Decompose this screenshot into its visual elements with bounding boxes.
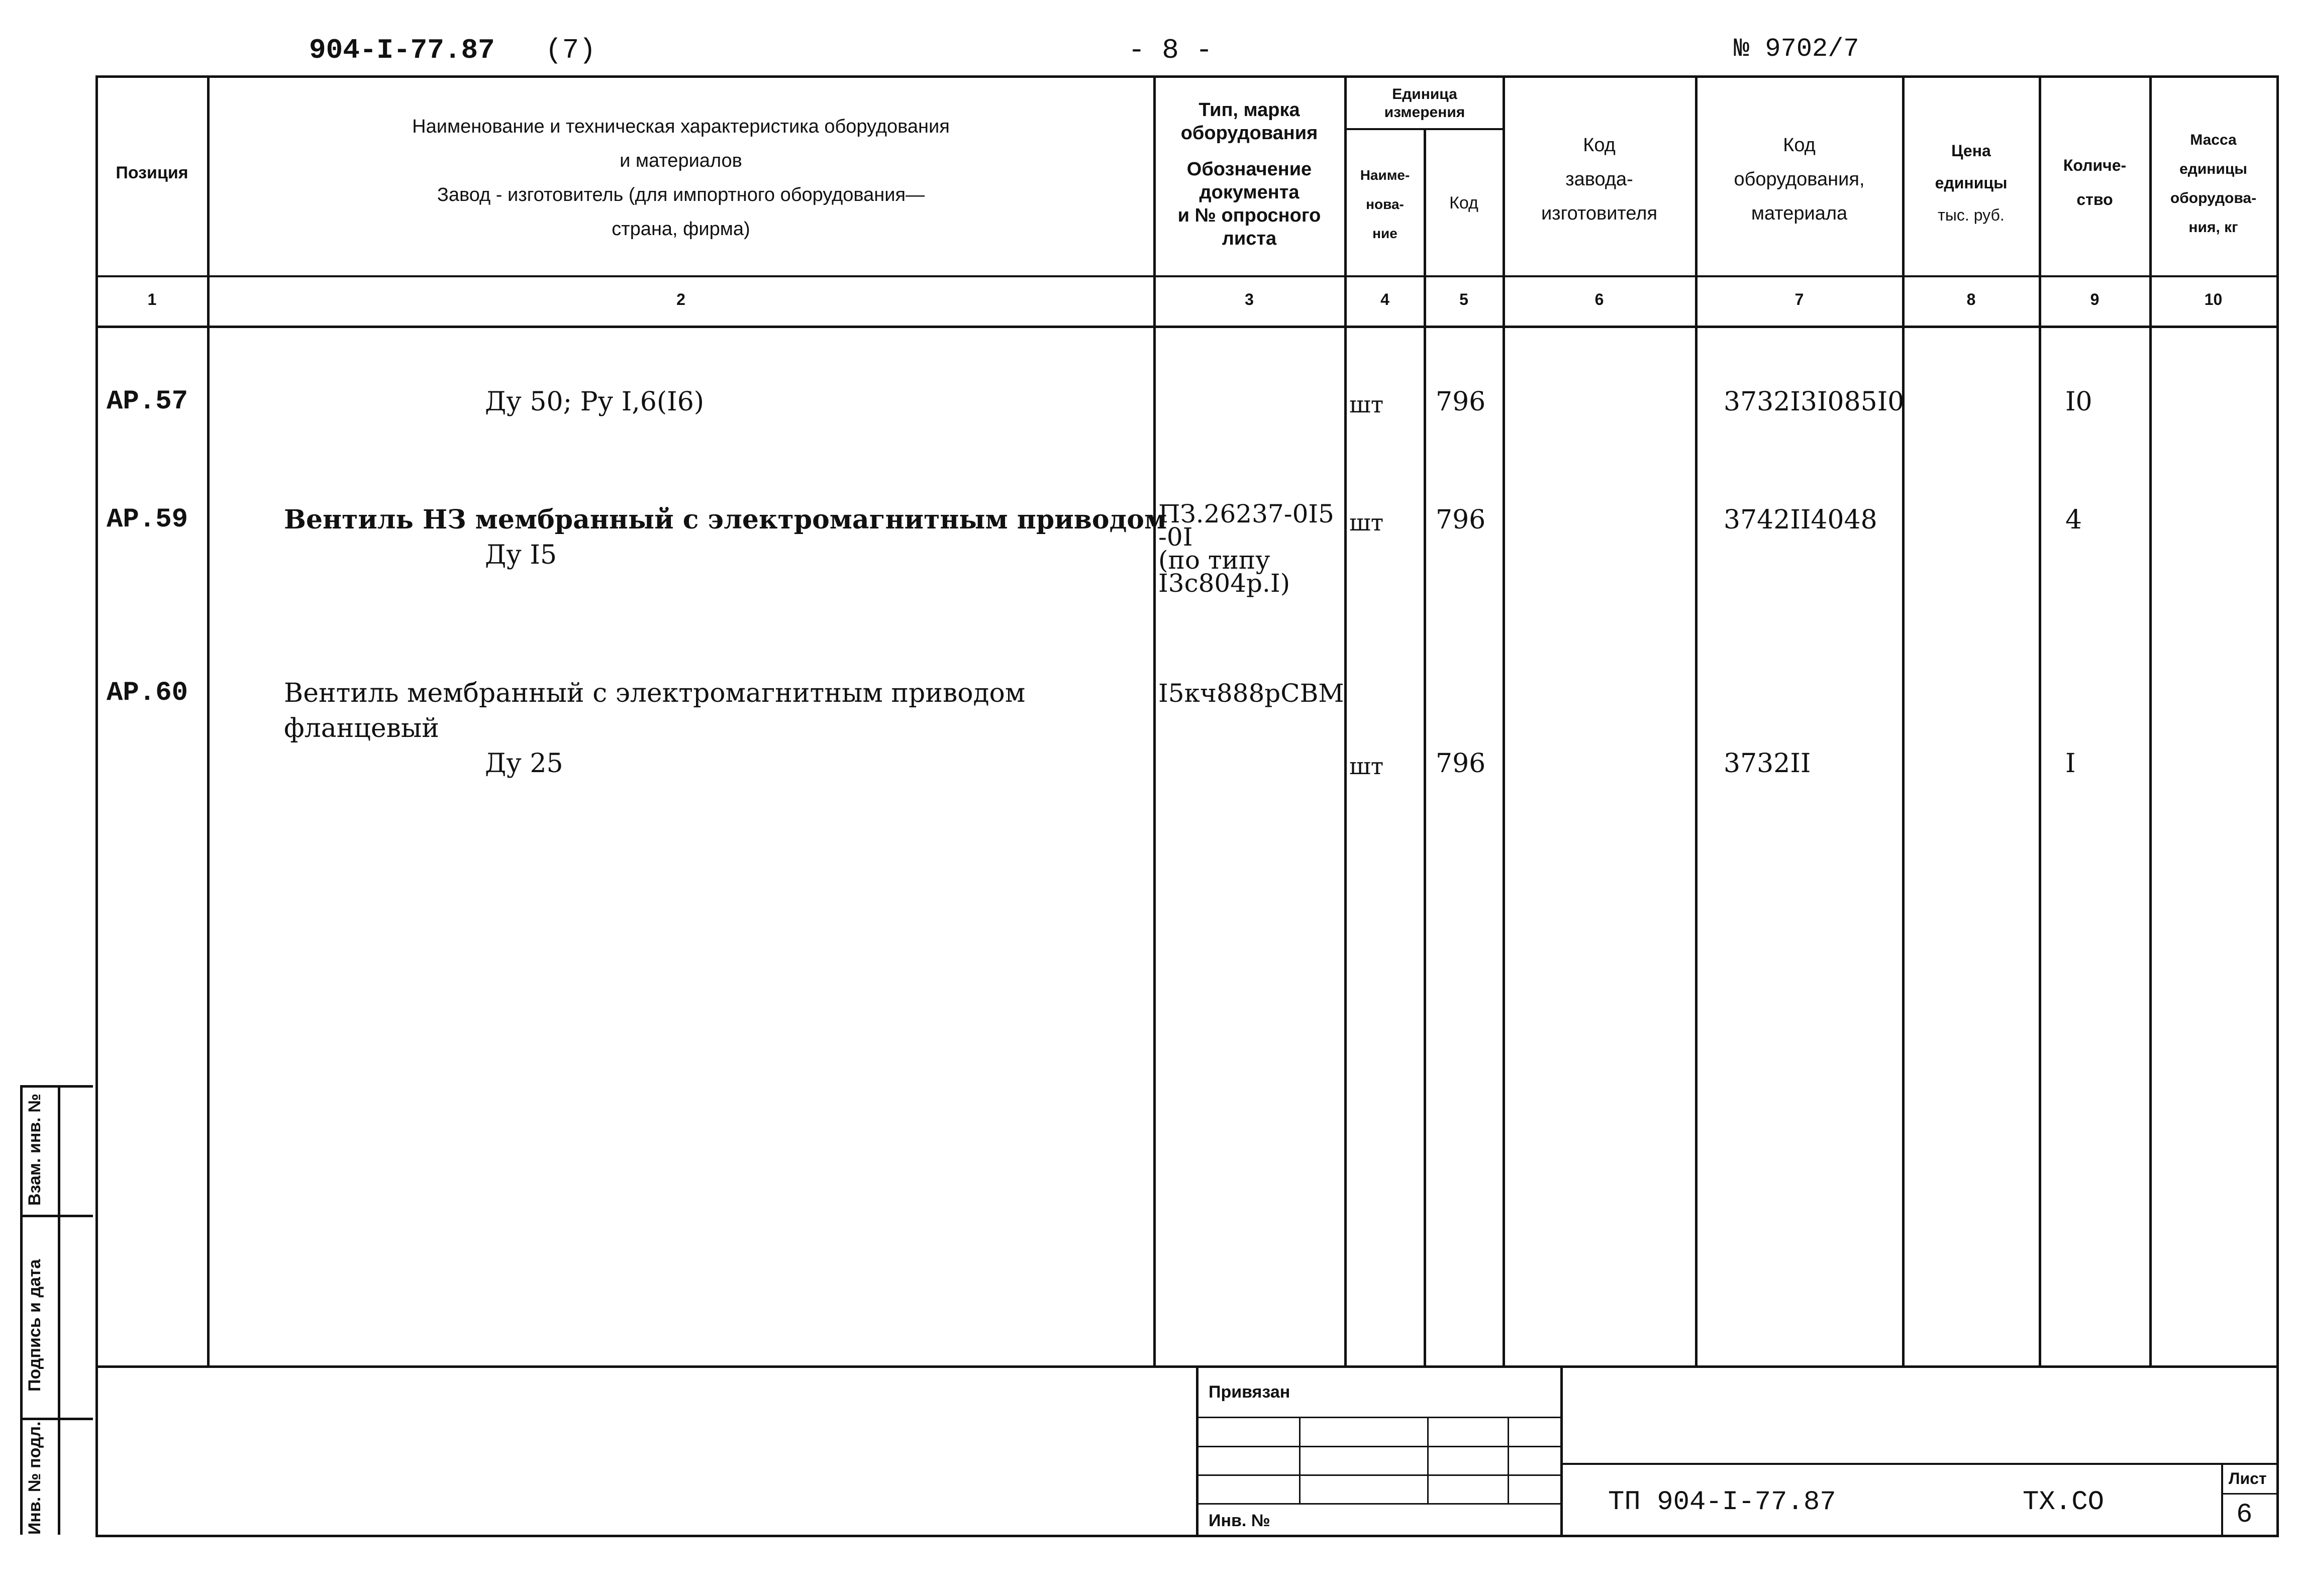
row-position: АР.59 xyxy=(107,504,188,535)
header-doc-line-2: документа xyxy=(1199,182,1300,203)
header-type-line-2: оборудования xyxy=(1180,123,1318,144)
row-quantity: I0 xyxy=(2065,387,2092,417)
row-unit-name: шт xyxy=(1349,391,1384,418)
header-equipment-line-1: Код xyxy=(1783,135,1816,156)
row-quantity: 4 xyxy=(2065,505,2082,535)
header-type-line-1: Тип, марка xyxy=(1199,99,1300,121)
header-mass xyxy=(2152,126,2275,242)
header-mass-line-1: Масса xyxy=(2190,132,2237,148)
header-price-line-3: тыс. руб. xyxy=(1938,206,2005,224)
page-number: - 8 - xyxy=(1128,34,1213,66)
header-price-line-2: единицы xyxy=(1935,174,2008,192)
header-mass-line-4: ния, кг xyxy=(2188,219,2238,236)
header-name-line-3: Завод - изготовитель (для импортного оборудования— xyxy=(437,184,925,205)
header-factory-line-2: завода- xyxy=(1565,169,1633,190)
row-unit-name: шт xyxy=(1349,753,1384,780)
column-number: 1 xyxy=(147,290,157,308)
row-type-line: ПЗ.26237-0I5 xyxy=(1158,499,1334,528)
column-number: 3 xyxy=(1245,290,1254,308)
row-name: Ду 50; Ру I,6(I6) xyxy=(485,387,705,417)
row-name: Ду 25 xyxy=(485,749,563,779)
column-number: 4 xyxy=(1380,290,1389,308)
column-number: 6 xyxy=(1594,290,1604,308)
row-name: Вентиль НЗ мембранный с электромагнитным приводом xyxy=(284,504,1167,535)
row-type-line: I3с804р.I) xyxy=(1158,569,1290,598)
row-name: Вентиль мембранный с электромагнитным приводом xyxy=(284,678,1026,708)
header-equipment-code xyxy=(1697,128,1901,231)
row-type: I5кч888рСВМ xyxy=(1158,679,1344,708)
row-equipment-code: 3732I3I085I0 xyxy=(1724,387,1905,417)
header-unit-code: Код xyxy=(1449,193,1478,212)
section-code: ТХ.СО xyxy=(2023,1487,2105,1518)
column-number: 7 xyxy=(1794,290,1804,308)
header-name-line-2: и материалов xyxy=(620,150,742,171)
header-unit-group xyxy=(1347,85,1503,122)
row-name: фланцевый xyxy=(284,713,439,743)
header-unit-name xyxy=(1347,161,1423,248)
header-name xyxy=(211,110,1151,246)
column-number: 2 xyxy=(676,290,685,308)
attached-label: Привязан xyxy=(1209,1382,1290,1402)
header-mass-line-2: единицы xyxy=(2179,161,2247,177)
header-type xyxy=(1156,98,1343,250)
row-type-line: (по типу xyxy=(1158,546,1270,575)
sheet-number: 6 xyxy=(2236,1500,2253,1530)
column-number: 10 xyxy=(2204,290,2223,308)
inventory-number-label: Инв. № xyxy=(1209,1511,1270,1530)
row-position: АР.57 xyxy=(107,386,188,417)
header-price xyxy=(1905,135,2038,231)
header-name-line-4: страна, фирма) xyxy=(612,219,750,240)
row-type xyxy=(1158,499,1334,598)
header-doc-line-1: Обозначение xyxy=(1186,159,1312,180)
header-name-line-1: Наименование и техническая характеристика оборудования xyxy=(412,116,950,137)
signature-date-label: Подпись и дата xyxy=(25,1259,44,1392)
header-quantity-line-2: ство xyxy=(2076,190,2113,208)
header-equipment-line-2: оборудования, xyxy=(1734,169,1865,190)
header-equipment-line-3: материала xyxy=(1751,203,1848,224)
row-type-line: -0I xyxy=(1158,522,1193,552)
header-price-line-1: Цена xyxy=(1951,142,1991,160)
sheet-reference: № 9702/7 xyxy=(1734,34,1859,64)
original-inv-label: Инв. № подл. xyxy=(25,1421,44,1535)
header-position: Позиция xyxy=(116,163,188,182)
header-unit-name-line-3: ние xyxy=(1372,226,1397,241)
header-unit-name-line-2: нова- xyxy=(1366,196,1404,212)
header-unit-line-2: измерения xyxy=(1384,104,1465,121)
header-factory-code xyxy=(1505,128,1693,231)
row-unit-name: шт xyxy=(1349,509,1384,536)
header-unit-name-line-1: Наиме- xyxy=(1360,167,1410,183)
project-code: ТП 904-I-77.87 xyxy=(1608,1487,1836,1518)
row-unit-code: 796 xyxy=(1436,387,1486,417)
header-quantity-line-1: Количе- xyxy=(2063,156,2127,174)
row-equipment-code: 3742II4048 xyxy=(1724,505,1877,535)
header-factory-line-3: изготовителя xyxy=(1541,203,1658,224)
column-number: 9 xyxy=(2090,290,2100,308)
row-unit-code: 796 xyxy=(1436,505,1486,535)
header-quantity xyxy=(2041,148,2148,217)
row-quantity: I xyxy=(2065,749,2076,779)
row-unit-code: 796 xyxy=(1436,749,1486,779)
column-number: 8 xyxy=(1966,290,1976,308)
replace-inv-label: Взам. инв. № xyxy=(25,1093,44,1206)
header-doc-line-3: и № опросного xyxy=(1177,205,1321,226)
row-position: АР.60 xyxy=(107,678,188,708)
column-number: 5 xyxy=(1459,290,1468,308)
sub-index: (7) xyxy=(545,34,596,66)
header-mass-line-3: оборудова- xyxy=(2170,190,2257,206)
document-code: 904-I-77.87 xyxy=(309,34,495,66)
sheet-label: Лист xyxy=(2229,1469,2267,1487)
header-doc-line-4: листа xyxy=(1222,228,1277,249)
header-unit-line-1: Единица xyxy=(1392,86,1457,102)
row-name: Ду I5 xyxy=(485,540,557,570)
header-factory-line-1: Код xyxy=(1583,135,1616,156)
row-equipment-code: 3732II xyxy=(1724,749,1811,779)
